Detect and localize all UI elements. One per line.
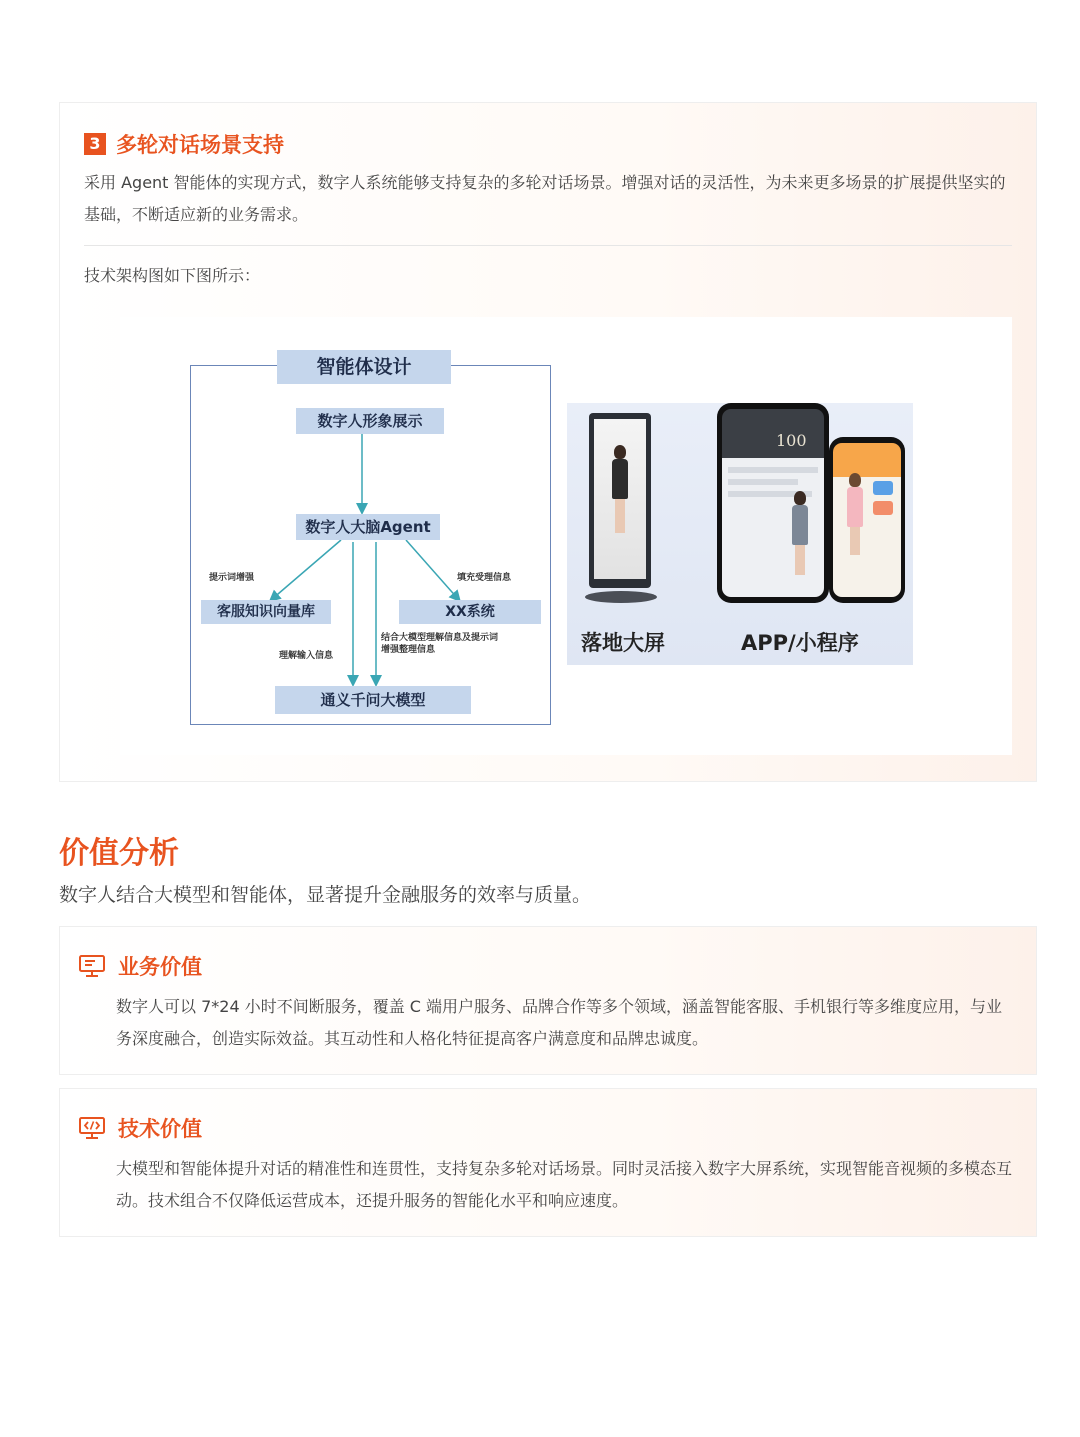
phone-banner-number: 100 [776, 431, 807, 450]
diagram-title-box: 智能体设计 [277, 350, 451, 384]
tech-value-text: 大模型和智能体提升对话的精准性和连贯性，支持复杂多轮对话场景。同时灵活接入数字大屏系统，实现智能音视频的多模态互动。技术组合不仅降低运营成本，还提升服务的智能化水平和响应速度。 [116, 1159, 1013, 1210]
value-section-title: 价值分析 [59, 836, 179, 871]
section-title: 多轮对话场景支持 [116, 133, 284, 157]
section-number-badge: 3 [84, 133, 106, 155]
section-paragraph: 采用 Agent 智能体的实现方式，数字人系统能够支持复杂的多轮对话场景。增强对话的灵活性，为未来更多场景的扩展提供坚实的基础，不断适应新的业务需求。 [84, 173, 1006, 224]
kiosk-caption: 落地大屏 [581, 631, 665, 655]
app-caption: APP/小程序 [741, 631, 859, 655]
business-value-header [78, 951, 202, 981]
diagram-label-prompt: 提示词增强 [209, 573, 255, 583]
diagram-node-llm: 通义千问大模型 [275, 686, 471, 714]
diagram-label-fill: 填充受理信息 [457, 573, 512, 583]
tech-value-card [59, 1088, 1037, 1237]
diagram-node-xx-system: XX系统 [399, 600, 541, 624]
kiosk-screen-image [589, 413, 651, 588]
business-value-card [59, 926, 1037, 1075]
section-header [84, 129, 284, 159]
diagram-node-agent: 数字人大脑Agent [296, 514, 440, 540]
architecture-caption: 技术架构图如下图所示： [84, 266, 261, 285]
monitor-icon [78, 954, 106, 978]
diagram-label-combine: 结合大模型理解信息及提示词增强整理信息 [381, 633, 499, 655]
business-value-text: 数字人可以 7*24 小时不间断服务，覆盖 C 端用户服务、品牌合作等多个领域，涵盖智能客服、手机银行等多维度应用，与业务深度融合，创造实际效益。其互动性和人格化特征提高客户满意度和品牌忠诚度。 [116, 997, 1003, 1048]
section-card-multi-turn [59, 102, 1037, 782]
product-photo [567, 403, 913, 665]
diagram-label-understand: 理解输入信息 [279, 651, 334, 661]
phone-large-image [717, 403, 829, 603]
diagram-node-knowledge-base: 客服知识向量库 [201, 600, 331, 624]
architecture-diagram [190, 356, 551, 725]
code-screen-icon [78, 1116, 106, 1140]
diagram-node-display: 数字人形象展示 [296, 408, 444, 434]
value-section-subtitle: 数字人结合大模型和智能体，显著提升金融服务的效率与质量。 [59, 884, 592, 906]
divider [84, 245, 1012, 246]
phone-small-image [829, 437, 905, 603]
architecture-figure [120, 317, 1012, 755]
tech-value-header [78, 1113, 202, 1143]
tech-value-title: 技术价值 [118, 1117, 202, 1141]
kiosk-base [585, 591, 657, 603]
business-value-title: 业务价值 [118, 955, 202, 979]
